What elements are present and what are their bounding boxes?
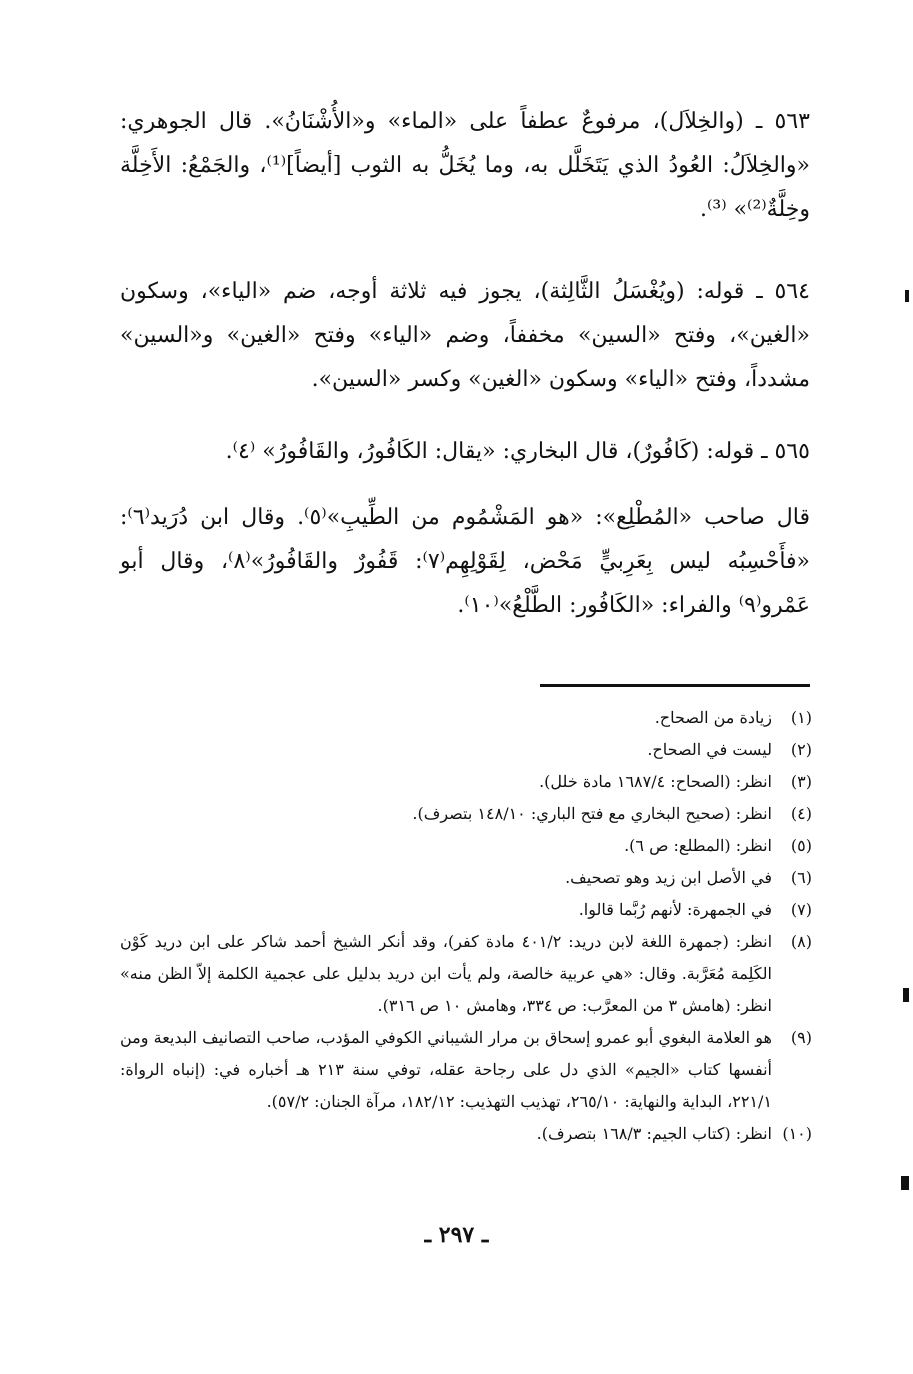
footnote-number: (٧) — [790, 900, 812, 919]
page-number: ـ ٢٩٧ ـ — [424, 1222, 489, 1248]
footnote-number: (٦) — [790, 868, 812, 887]
footnote-number: (٤) — [790, 804, 812, 823]
footnote-number: (٩) — [790, 1028, 812, 1047]
footnote-number: (٣) — [790, 772, 812, 791]
scan-mark — [901, 1176, 909, 1190]
footnote-text: زيادة من الصحاح. — [654, 708, 772, 727]
footnote — [120, 830, 812, 862]
footnote-number: (١٠) — [782, 1124, 812, 1143]
footnote — [120, 734, 812, 766]
footnote — [120, 702, 812, 734]
paragraph-565 — [120, 430, 810, 474]
footnote — [120, 894, 812, 926]
paragraph-565-text: ٥٦٥ ـ قوله: (كَافُورٌ)، قال البخاري: «يقال: الكَافُورُ، والقَافُورُ» ⁽٤⁾. — [225, 439, 810, 464]
footnote — [120, 1022, 812, 1118]
paragraph-564-text: ٥٦٤ ـ قوله: (ويُغْسَلُ الثَّالِثة)، يجوز فيه ثلاثة أوجه، ضم «الياء»، وسكون «الغين»، وفتح «السين» مخففاً، وضم «الياء» وفتح «الغين» و«السين» مشدداً، وفتح «الياء» وسكون «الغين» وكسر «السين». — [120, 279, 810, 392]
footnote-number: (٢) — [790, 740, 812, 759]
paragraph-563-text: ٥٦٣ ـ (والخِلاَل)، مرفوعٌ عطفاً على «الماء» و«الأُشْنَانُ». قال الجوهري: «والخِلاَلُ: العُودُ الذي يَتَخَلَّل به، وما يُخَلُّ به الثوب [أيضاً]⁽¹⁾، والجَمْعُ: الأَخِلَّة وخِلَّةٌ⁽²⁾» ⁽³⁾. — [120, 109, 811, 222]
footnote — [120, 1118, 812, 1150]
footnote-text: انظر: (المطلع: ص ٦). — [624, 836, 772, 855]
footnote-text: انظر: (جمهرة اللغة لابن دريد: ٤٠١/٢ مادة كفر)، وقد أنكر الشيخ أحمد شاكر على ابن دريد كَوْن الكَلِمة مُعَرَّبة. وقال: «هي عربية خالصة، ولم يأت ابن دريد بدليل على عجمية الكلمة إلاّ الظن منه» انظر: (هامش ٣ من المعرَّب: ص ٣٣٤، وهامش ١٠ ص ٣١٦). — [120, 932, 773, 1015]
paragraph-564 — [120, 270, 810, 402]
footnote-text: ليست في الصحاح. — [647, 740, 772, 759]
footnote — [120, 766, 812, 798]
footnote — [120, 862, 812, 894]
footnote-number: (٥) — [790, 836, 812, 855]
footnote-number: (١) — [790, 708, 812, 727]
paragraph-563 — [120, 100, 810, 232]
footnote — [120, 926, 812, 1022]
paragraph-565-continued-text: قال صاحب «المُطْلِع»: «هو المَشْمُوم من الطِّيبِ»⁽٥⁾. وقال ابن دُرَيد⁽٦⁾: «فأَحْسِبُه ليس بِعَرِبيٍّ مَحْض، لِقَوْلِهِم⁽٧⁾: قَفُورٌ والقَافُورُ»⁽٨⁾، وقال أبو عَمْرو⁽٩⁾ والفراء: «الكَافُور: الطَّلْعُ»⁽١٠⁾. — [120, 505, 810, 618]
footnote-text: في الجمهرة: لأنهم رُبَّما قالوا. — [578, 900, 772, 919]
footnote-text: انظر: (الصحاح: ١٦٨٧/٤ مادة خلل). — [539, 772, 772, 791]
scan-mark — [903, 988, 909, 1002]
footnote-text: في الأصل ابن زيد وهو تصحيف. — [565, 868, 772, 887]
footnote — [120, 798, 812, 830]
scan-mark — [905, 290, 909, 302]
footnotes — [120, 702, 812, 1150]
paragraph-565-continued — [120, 496, 810, 628]
footnote-separator — [540, 684, 810, 687]
footnote-text: انظر: (كتاب الجيم: ١٦٨/٣ بتصرف). — [536, 1124, 772, 1143]
footnote-text: انظر: (صحيح البخاري مع فتح الباري: ١٤٨/١٠ بتصرف). — [412, 804, 772, 823]
footnote-text: هو العلامة البغوي أبو عمرو إسحاق بن مرار الشيباني الكوفي المؤدب، صاحب التصانيف البديعة ومن أنفسها كتاب «الجيم» الذي دل على رجاحة عقله، توفي سنة ٢١٣ هـ أخباره في: (إنباه الرواة: ٢٢١/١، البداية والنهاية: ٢٦٥/١٠، تهذيب التهذيب: ١٨٢/١٢، مرآة الجنان: ٥٧/٢). — [120, 1028, 772, 1111]
footnote-number: (٨) — [790, 932, 812, 951]
